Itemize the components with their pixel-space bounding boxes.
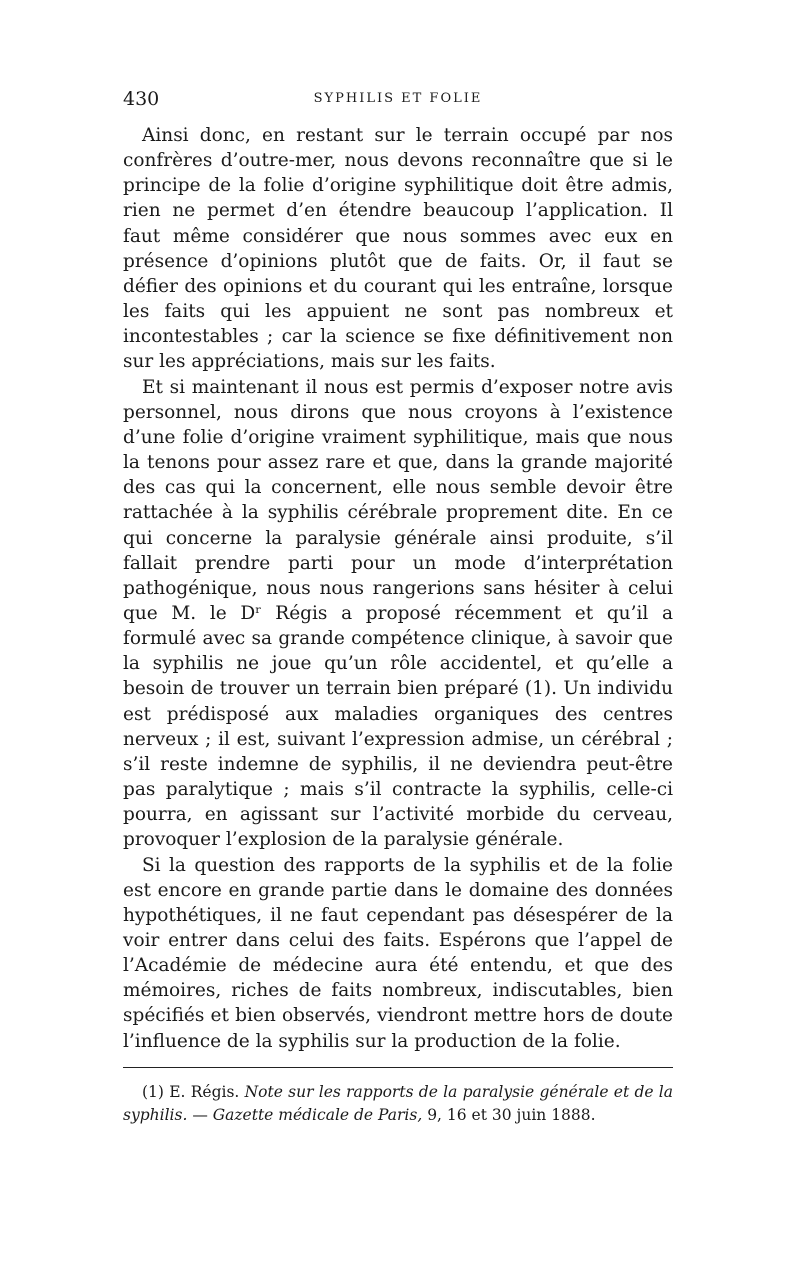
- footnote-rule: [123, 1067, 673, 1068]
- footnote-source: Gazette médicale de Paris,: [212, 1105, 423, 1124]
- running-title: SYPHILIS ET FOLIE: [313, 91, 483, 106]
- footnote: [123, 1081, 673, 1127]
- footnote-details: 9, 16 et 30 juin 1888.: [427, 1105, 596, 1124]
- footnote-separator: —: [192, 1105, 208, 1124]
- footnote-marker: (1) E. Régis.: [142, 1082, 240, 1101]
- page-number: 430: [123, 88, 160, 110]
- running-head: [123, 88, 673, 112]
- book-page: [123, 88, 673, 1127]
- body-text: [123, 123, 673, 1054]
- paragraph-1: Ainsi donc, en restant sur le terrain occupé par nos confrères d’outre-mer, nous devons reconnaître que si le principe de la folie d’origine syphilitique doit être admis, rien ne permet d’en étendre beaucoup l’application. Il faut même considérer que nous sommes avec eux en présence d’opinions plutôt que de faits. Or, il faut se défier des opinions et du courant qui les entraîne, lorsque les faits qui les appuient ne sont pas nombreux et incontestables ; car la science se fixe définitivement non sur les appréciations, mais sur les faits.: [123, 125, 673, 373]
- paragraph-2: Et si maintenant il nous est permis d’exposer notre avis personnel, nous dirons que nous croyons à l’existence d’une folie d’origine vraiment syphilitique, mais que nous la tenons pour assez rare et que, dans la grande majorité des cas qui la concernent, elle nous semble devoir être rattachée à la syphilis cérébrale proprement dite. En ce qui concerne la paralysie générale ainsi produite, s’il fallait prendre parti pour un mode d’interprétation pathogénique, nous nous rangerions sans hésiter à celui que M. le Dʳ Régis a proposé récemment et qu’il a formulé avec sa grande compétence clinique, à savoir que la syphilis ne joue qu’un rôle accidentel, et qu’elle a besoin de trouver un terrain bien préparé (1). Un individu est prédisposé aux maladies organiques des centres nerveux ; il est, suivant l’expression admise, un cérébral ; s’il reste indemne de syphilis, il ne deviendra peut-être pas paralytique ; mais s’il contracte la syphilis, celle-ci pourra, en agissant sur l’activité morbide du cerveau, provoquer l’explosion de la paralysie générale.: [123, 376, 673, 851]
- paragraph-3: Si la question des rapports de la syphilis et de la folie est encore en grande partie dans le domaine des données hypothétiques, il ne faut cependant pas désespérer de la voir entrer dans celui des faits. Espérons que l’appel de l’Académie de médecine aura été entendu, et que des mémoires, riches de faits nombreux, indiscutables, bien spécifiés et bien observés, viendront mettre hors de doute l’influence de la syphilis sur la production de la folie.: [123, 854, 673, 1052]
- footnote-title: Note sur les rapports de la paralysie générale et de la syphilis.: [123, 1082, 673, 1124]
